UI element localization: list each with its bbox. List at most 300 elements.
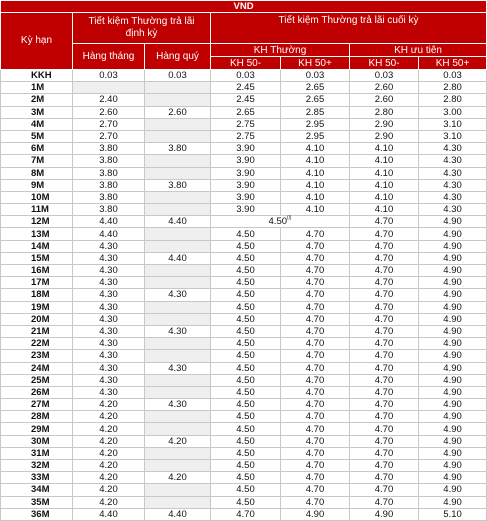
term-header: Kỳ hạn xyxy=(1,13,73,70)
priority-kh50minus-cell: 4.70 xyxy=(350,289,419,301)
table-row xyxy=(1,130,487,142)
regular-kh50plus-cell: 4.70 xyxy=(281,325,350,337)
priority-kh50plus-cell: 4.90 xyxy=(419,216,487,228)
priority-kh50minus-cell: 2.90 xyxy=(350,118,419,130)
table-row xyxy=(1,411,487,423)
priority-kh50plus-cell: 4.30 xyxy=(419,143,487,155)
priority-kh50plus-cell: 4.90 xyxy=(419,240,487,252)
regular-kh50minus-cell: 0.03 xyxy=(211,70,281,82)
quarterly-rate-cell xyxy=(145,265,211,277)
term-cell: 31M xyxy=(1,447,73,459)
regular-kh50minus-cell: 4.50 xyxy=(211,460,281,472)
quarterly-header: Hàng quý xyxy=(145,44,211,70)
regular-kh50minus-header: KH 50- xyxy=(211,57,281,70)
monthly-rate-cell: 4.30 xyxy=(73,325,145,337)
quarterly-rate-cell: 4.40 xyxy=(145,216,211,228)
priority-kh50minus-cell: 4.70 xyxy=(350,216,419,228)
table-row xyxy=(1,325,487,337)
regular-kh50minus-cell: 4.50 xyxy=(211,313,281,325)
quarterly-rate-cell xyxy=(145,191,211,203)
priority-kh50plus-cell: 4.30 xyxy=(419,204,487,216)
priority-kh50minus-cell: 4.70 xyxy=(350,496,419,508)
currency-header: VND xyxy=(1,1,487,13)
priority-kh50plus-cell: 3.10 xyxy=(419,118,487,130)
priority-kh50plus-cell: 4.90 xyxy=(419,399,487,411)
priority-kh50minus-cell: 4.10 xyxy=(350,191,419,203)
quarterly-rate-cell xyxy=(145,301,211,313)
term-cell: 3M xyxy=(1,106,73,118)
priority-kh50plus-cell: 4.90 xyxy=(419,423,487,435)
priority-kh50plus-header: KH 50+ xyxy=(419,57,487,70)
priority-kh50minus-cell: 2.90 xyxy=(350,130,419,142)
table-row xyxy=(1,350,487,362)
regular-kh50minus-cell: 4.50 xyxy=(211,277,281,289)
regular-kh50plus-cell: 4.70 xyxy=(281,435,350,447)
term-cell: 2M xyxy=(1,94,73,106)
regular-kh50minus-cell: 4.50 xyxy=(211,338,281,350)
regular-kh50plus-cell: 4.70 xyxy=(281,484,350,496)
priority-kh50plus-cell: 4.90 xyxy=(419,228,487,240)
quarterly-rate-cell xyxy=(145,155,211,167)
monthly-rate-cell: 4.20 xyxy=(73,435,145,447)
priority-kh50plus-cell: 4.90 xyxy=(419,350,487,362)
monthly-rate-cell: 4.30 xyxy=(73,240,145,252)
priority-kh50minus-cell: 2.80 xyxy=(350,106,419,118)
periodic-header: Tiết kiệm Thường trả lãi định kỳ xyxy=(73,13,211,44)
regular-kh50minus-cell: 4.50 xyxy=(211,496,281,508)
regular-kh50minus-cell: 4.50 xyxy=(211,325,281,337)
monthly-rate-cell: 0.03 xyxy=(73,70,145,82)
monthly-rate-cell: 4.20 xyxy=(73,460,145,472)
regular-kh50plus-cell: 4.70 xyxy=(281,496,350,508)
monthly-rate-cell: 4.20 xyxy=(73,472,145,484)
term-cell: 13M xyxy=(1,228,73,240)
priority-kh50minus-cell: 4.70 xyxy=(350,386,419,398)
priority-kh50minus-cell: 4.70 xyxy=(350,338,419,350)
priority-kh50plus-cell: 4.90 xyxy=(419,301,487,313)
priority-kh50minus-cell: 4.70 xyxy=(350,362,419,374)
monthly-rate-cell: 4.40 xyxy=(73,216,145,228)
quarterly-rate-cell xyxy=(145,130,211,142)
quarterly-rate-cell xyxy=(145,338,211,350)
quarterly-rate-cell: 0.03 xyxy=(145,70,211,82)
quarterly-rate-cell xyxy=(145,228,211,240)
regular-customer-header: KH Thường xyxy=(211,44,350,57)
regular-kh50plus-header: KH 50+ xyxy=(281,57,350,70)
table-row xyxy=(1,338,487,350)
regular-kh50plus-cell: 4.10 xyxy=(281,143,350,155)
priority-kh50minus-cell: 4.70 xyxy=(350,265,419,277)
monthly-rate-cell: 4.30 xyxy=(73,265,145,277)
term-cell: 5M xyxy=(1,130,73,142)
term-cell: 23M xyxy=(1,350,73,362)
priority-kh50plus-cell: 4.30 xyxy=(419,167,487,179)
term-cell: 24M xyxy=(1,362,73,374)
end-of-term-header: Tiết kiệm Thường trả lãi cuối kỳ xyxy=(211,13,487,44)
term-cell: 1M xyxy=(1,82,73,94)
priority-kh50plus-cell: 4.90 xyxy=(419,362,487,374)
regular-kh50minus-cell: 4.50 xyxy=(211,228,281,240)
term-cell: 12M xyxy=(1,216,73,228)
term-cell: 4M xyxy=(1,118,73,130)
regular-kh50plus-cell: 4.70 xyxy=(281,460,350,472)
monthly-rate-cell: 4.20 xyxy=(73,484,145,496)
monthly-rate-cell: 4.30 xyxy=(73,362,145,374)
table-row xyxy=(1,460,487,472)
table-row xyxy=(1,179,487,191)
regular-kh50plus-cell: 4.70 xyxy=(281,289,350,301)
priority-kh50minus-cell: 4.10 xyxy=(350,155,419,167)
quarterly-rate-cell xyxy=(145,447,211,459)
quarterly-rate-cell: 3.80 xyxy=(145,143,211,155)
priority-kh50plus-cell: 4.90 xyxy=(419,289,487,301)
priority-kh50plus-cell: 4.90 xyxy=(419,447,487,459)
regular-kh50minus-cell: 4.50 xyxy=(211,447,281,459)
monthly-rate-cell: 4.20 xyxy=(73,423,145,435)
regular-kh50plus-cell: 4.10 xyxy=(281,191,350,203)
priority-kh50minus-cell: 4.70 xyxy=(350,301,419,313)
regular-kh50minus-cell: 4.50 xyxy=(211,472,281,484)
quarterly-rate-cell: 4.20 xyxy=(145,435,211,447)
priority-kh50minus-header: KH 50- xyxy=(350,57,419,70)
priority-kh50plus-cell: 4.90 xyxy=(419,325,487,337)
regular-kh50minus-cell: 2.45 xyxy=(211,82,281,94)
term-cell: 34M xyxy=(1,484,73,496)
priority-kh50minus-cell: 4.90 xyxy=(350,508,419,520)
monthly-rate-cell: 4.30 xyxy=(73,374,145,386)
term-cell: 18M xyxy=(1,289,73,301)
table-row xyxy=(1,204,487,216)
priority-kh50minus-cell: 4.70 xyxy=(350,374,419,386)
table-row xyxy=(1,362,487,374)
term-cell: 8M xyxy=(1,167,73,179)
regular-kh50plus-cell: 4.70 xyxy=(281,386,350,398)
monthly-rate-cell: 3.80 xyxy=(73,167,145,179)
monthly-rate-cell: 4.30 xyxy=(73,252,145,264)
table-row xyxy=(1,423,487,435)
monthly-rate-cell: 4.30 xyxy=(73,301,145,313)
regular-kh50plus-cell: 4.10 xyxy=(281,179,350,191)
term-cell: 29M xyxy=(1,423,73,435)
table-row xyxy=(1,167,487,179)
regular-kh50minus-cell: 4.50 xyxy=(211,301,281,313)
regular-kh50plus-cell: 4.70 xyxy=(281,240,350,252)
quarterly-rate-cell xyxy=(145,484,211,496)
priority-kh50minus-cell: 4.70 xyxy=(350,240,419,252)
priority-kh50plus-cell: 4.90 xyxy=(419,496,487,508)
regular-kh50minus-cell: 4.50 xyxy=(211,399,281,411)
priority-kh50plus-cell: 4.30 xyxy=(419,155,487,167)
monthly-rate-cell xyxy=(73,82,145,94)
term-cell: 6M xyxy=(1,143,73,155)
regular-kh50plus-cell: 4.70 xyxy=(281,411,350,423)
regular-kh50plus-cell: 4.70 xyxy=(281,447,350,459)
priority-kh50minus-cell: 4.70 xyxy=(350,411,419,423)
term-cell: 10M xyxy=(1,191,73,203)
regular-kh50plus-cell: 4.70 xyxy=(281,338,350,350)
monthly-rate-cell: 3.80 xyxy=(73,179,145,191)
priority-kh50plus-cell: 2.80 xyxy=(419,82,487,94)
priority-kh50minus-cell: 4.70 xyxy=(350,447,419,459)
regular-kh50minus-cell: 2.45 xyxy=(211,94,281,106)
regular-kh50plus-cell: 2.95 xyxy=(281,118,350,130)
monthly-rate-cell: 2.60 xyxy=(73,106,145,118)
quarterly-rate-cell xyxy=(145,167,211,179)
monthly-rate-cell: 4.30 xyxy=(73,386,145,398)
regular-kh50plus-cell: 4.70 xyxy=(281,228,350,240)
term-cell: 32M xyxy=(1,460,73,472)
monthly-rate-cell: 4.20 xyxy=(73,399,145,411)
priority-kh50minus-cell: 4.70 xyxy=(350,350,419,362)
quarterly-rate-cell: 4.40 xyxy=(145,252,211,264)
quarterly-rate-cell: 4.30 xyxy=(145,325,211,337)
quarterly-rate-cell xyxy=(145,240,211,252)
regular-kh50plus-cell: 2.85 xyxy=(281,106,350,118)
regular-kh50plus-cell: 4.10 xyxy=(281,167,350,179)
regular-kh50minus-cell: 2.65 xyxy=(211,106,281,118)
table-row xyxy=(1,94,487,106)
monthly-rate-cell: 3.80 xyxy=(73,191,145,203)
priority-kh50minus-cell: 4.70 xyxy=(350,277,419,289)
quarterly-rate-cell: 4.30 xyxy=(145,399,211,411)
regular-kh50minus-cell: 4.50 xyxy=(211,374,281,386)
monthly-rate-cell: 4.40 xyxy=(73,228,145,240)
table-row xyxy=(1,143,487,155)
priority-kh50minus-cell: 4.70 xyxy=(350,399,419,411)
term-cell: 17M xyxy=(1,277,73,289)
table-row xyxy=(1,313,487,325)
table-row xyxy=(1,289,487,301)
regular-kh50minus-cell: 4.50 xyxy=(211,411,281,423)
regular-kh50plus-cell: 4.70 xyxy=(281,350,350,362)
regular-kh50minus-cell: 3.90 xyxy=(211,167,281,179)
monthly-rate-cell: 4.20 xyxy=(73,411,145,423)
quarterly-rate-cell xyxy=(145,277,211,289)
monthly-rate-cell: 2.70 xyxy=(73,118,145,130)
quarterly-rate-cell xyxy=(145,496,211,508)
table-row xyxy=(1,155,487,167)
term-cell: 30M xyxy=(1,435,73,447)
table-row xyxy=(1,472,487,484)
priority-kh50minus-cell: 4.70 xyxy=(350,325,419,337)
priority-kh50plus-cell: 4.30 xyxy=(419,191,487,203)
regular-kh50plus-cell: 4.70 xyxy=(281,265,350,277)
priority-kh50plus-cell: 3.10 xyxy=(419,130,487,142)
regular-kh50minus-cell: 4.50 xyxy=(211,423,281,435)
term-cell: 19M xyxy=(1,301,73,313)
monthly-rate-cell: 4.30 xyxy=(73,350,145,362)
regular-kh50minus-cell: 4.50 xyxy=(211,350,281,362)
priority-kh50plus-cell: 4.90 xyxy=(419,374,487,386)
term-cell: 36M xyxy=(1,508,73,520)
term-cell: KKH xyxy=(1,70,73,82)
regular-kh50plus-cell: 4.70 xyxy=(281,301,350,313)
regular-kh50plus-cell: 4.70 xyxy=(281,252,350,264)
monthly-rate-cell: 4.30 xyxy=(73,338,145,350)
priority-kh50plus-cell: 4.90 xyxy=(419,338,487,350)
term-cell: 22M xyxy=(1,338,73,350)
priority-customer-header: KH ưu tiên xyxy=(350,44,487,57)
table-row xyxy=(1,386,487,398)
regular-kh50plus-cell: 0.03 xyxy=(281,70,350,82)
priority-kh50minus-cell: 4.10 xyxy=(350,167,419,179)
quarterly-rate-cell: 2.60 xyxy=(145,106,211,118)
priority-kh50minus-cell: 4.70 xyxy=(350,313,419,325)
monthly-rate-cell: 2.70 xyxy=(73,130,145,142)
regular-merged-rate-cell xyxy=(211,216,350,228)
regular-kh50minus-cell: 2.75 xyxy=(211,118,281,130)
monthly-rate-cell: 4.30 xyxy=(73,277,145,289)
priority-kh50minus-cell: 2.60 xyxy=(350,94,419,106)
priority-kh50plus-cell: 4.90 xyxy=(419,277,487,289)
priority-kh50minus-cell: 4.70 xyxy=(350,472,419,484)
table-row xyxy=(1,435,487,447)
quarterly-rate-cell xyxy=(145,82,211,94)
term-cell: 20M xyxy=(1,313,73,325)
regular-kh50minus-cell: 4.50 xyxy=(211,265,281,277)
quarterly-rate-cell: 4.40 xyxy=(145,508,211,520)
term-cell: 16M xyxy=(1,265,73,277)
priority-kh50plus-cell: 4.90 xyxy=(419,386,487,398)
monthly-rate-cell: 4.20 xyxy=(73,496,145,508)
regular-kh50plus-cell: 4.70 xyxy=(281,472,350,484)
quarterly-rate-cell: 4.30 xyxy=(145,289,211,301)
term-cell: 28M xyxy=(1,411,73,423)
regular-kh50plus-cell: 4.70 xyxy=(281,374,350,386)
priority-kh50plus-cell: 4.90 xyxy=(419,411,487,423)
priority-kh50minus-cell: 4.10 xyxy=(350,179,419,191)
regular-kh50minus-cell: 4.50 xyxy=(211,240,281,252)
priority-kh50plus-cell: 4.90 xyxy=(419,484,487,496)
table-row xyxy=(1,374,487,386)
table-row xyxy=(1,240,487,252)
term-cell: 9M xyxy=(1,179,73,191)
regular-kh50minus-cell: 3.90 xyxy=(211,155,281,167)
monthly-rate-cell: 4.20 xyxy=(73,447,145,459)
table-row xyxy=(1,496,487,508)
regular-kh50plus-cell: 4.90 xyxy=(281,508,350,520)
priority-kh50minus-cell: 4.70 xyxy=(350,460,419,472)
regular-kh50plus-cell: 4.70 xyxy=(281,313,350,325)
table-row xyxy=(1,399,487,411)
priority-kh50plus-cell: 3.00 xyxy=(419,106,487,118)
regular-kh50plus-cell: 4.70 xyxy=(281,399,350,411)
priority-kh50minus-cell: 4.10 xyxy=(350,204,419,216)
quarterly-rate-cell xyxy=(145,411,211,423)
regular-kh50plus-cell: 4.70 xyxy=(281,423,350,435)
priority-kh50plus-cell: 4.90 xyxy=(419,252,487,264)
term-cell: 11M xyxy=(1,204,73,216)
monthly-rate-cell: 4.30 xyxy=(73,289,145,301)
regular-kh50minus-cell: 3.90 xyxy=(211,191,281,203)
term-cell: 27M xyxy=(1,399,73,411)
rate-rows xyxy=(1,70,487,521)
priority-kh50minus-cell: 4.70 xyxy=(350,423,419,435)
term-cell: 7M xyxy=(1,155,73,167)
quarterly-rate-cell xyxy=(145,423,211,435)
regular-kh50minus-cell: 2.75 xyxy=(211,130,281,142)
regular-kh50minus-cell: 4.50 xyxy=(211,252,281,264)
regular-kh50minus-cell: 4.50 xyxy=(211,289,281,301)
quarterly-rate-cell: 3.80 xyxy=(145,179,211,191)
table-row xyxy=(1,228,487,240)
quarterly-rate-cell: 4.30 xyxy=(145,362,211,374)
priority-kh50plus-cell: 4.30 xyxy=(419,179,487,191)
regular-kh50minus-cell: 3.90 xyxy=(211,179,281,191)
table-row xyxy=(1,70,487,82)
table-row xyxy=(1,265,487,277)
term-cell: 15M xyxy=(1,252,73,264)
table-row xyxy=(1,484,487,496)
regular-kh50plus-cell: 2.95 xyxy=(281,130,350,142)
regular-kh50plus-cell: 4.10 xyxy=(281,155,350,167)
regular-kh50minus-cell: 4.70 xyxy=(211,508,281,520)
table-row xyxy=(1,277,487,289)
regular-kh50minus-cell: 4.50 xyxy=(211,386,281,398)
term-cell: 25M xyxy=(1,374,73,386)
quarterly-rate-cell xyxy=(145,94,211,106)
regular-kh50minus-cell: 3.90 xyxy=(211,204,281,216)
priority-kh50plus-cell: 4.90 xyxy=(419,435,487,447)
priority-kh50plus-cell: 4.90 xyxy=(419,460,487,472)
priority-kh50plus-cell: 4.90 xyxy=(419,265,487,277)
term-cell: 14M xyxy=(1,240,73,252)
priority-kh50plus-cell: 4.90 xyxy=(419,472,487,484)
merged-rate-value: 4.50 xyxy=(268,216,288,228)
monthly-rate-cell: 3.80 xyxy=(73,155,145,167)
regular-kh50minus-cell: 4.50 xyxy=(211,484,281,496)
footnote-marker: (i) xyxy=(287,215,292,222)
table-row xyxy=(1,216,487,228)
regular-kh50plus-cell: 4.10 xyxy=(281,204,350,216)
quarterly-rate-cell xyxy=(145,350,211,362)
table-row xyxy=(1,301,487,313)
monthly-header: Hàng tháng xyxy=(73,44,145,70)
regular-kh50minus-cell: 4.50 xyxy=(211,435,281,447)
quarterly-rate-cell xyxy=(145,460,211,472)
table-row xyxy=(1,106,487,118)
priority-kh50minus-cell: 0.03 xyxy=(350,70,419,82)
regular-kh50plus-cell: 2.65 xyxy=(281,82,350,94)
priority-kh50minus-cell: 2.60 xyxy=(350,82,419,94)
priority-kh50minus-cell: 4.70 xyxy=(350,252,419,264)
monthly-rate-cell: 4.30 xyxy=(73,313,145,325)
table-row xyxy=(1,82,487,94)
quarterly-rate-cell: 4.20 xyxy=(145,472,211,484)
quarterly-rate-cell xyxy=(145,313,211,325)
term-cell: 35M xyxy=(1,496,73,508)
table-row xyxy=(1,252,487,264)
priority-kh50plus-cell: 0.03 xyxy=(419,70,487,82)
priority-kh50minus-cell: 4.70 xyxy=(350,435,419,447)
regular-kh50plus-cell: 4.70 xyxy=(281,362,350,374)
monthly-rate-cell: 2.40 xyxy=(73,94,145,106)
priority-kh50minus-cell: 4.70 xyxy=(350,228,419,240)
priority-kh50plus-cell: 2.80 xyxy=(419,94,487,106)
regular-kh50plus-cell: 2.65 xyxy=(281,94,350,106)
monthly-rate-cell: 3.80 xyxy=(73,143,145,155)
priority-kh50plus-cell: 5.10 xyxy=(419,508,487,520)
regular-kh50minus-cell: 4.50 xyxy=(211,362,281,374)
quarterly-rate-cell xyxy=(145,386,211,398)
term-cell: 26M xyxy=(1,386,73,398)
priority-kh50minus-cell: 4.10 xyxy=(350,143,419,155)
regular-kh50minus-cell: 3.90 xyxy=(211,143,281,155)
table-row xyxy=(1,118,487,130)
monthly-rate-cell: 4.40 xyxy=(73,508,145,520)
quarterly-rate-cell xyxy=(145,204,211,216)
quarterly-rate-cell xyxy=(145,118,211,130)
